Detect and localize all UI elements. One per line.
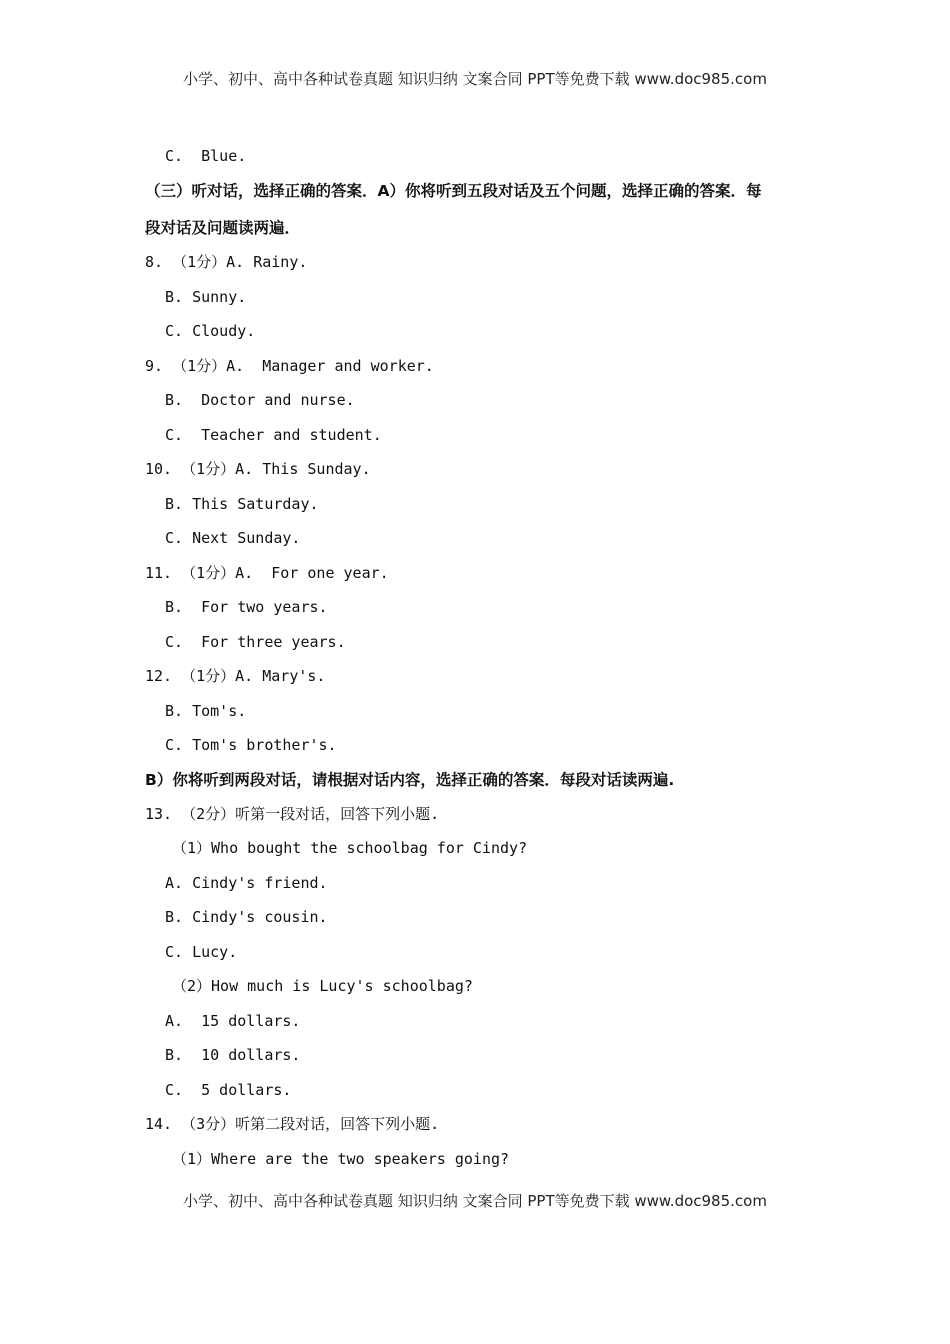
option-line: C. For three years. bbox=[165, 633, 346, 651]
option-line: B. Sunny. bbox=[165, 288, 247, 306]
page-header: 小学、初中、高中各种试卷真题 知识归纳 文案合同 PPT等免费下载 www.doc985.com bbox=[183, 70, 767, 88]
sub-question: （2）How much is Lucy's schoolbag? bbox=[172, 977, 473, 995]
option-line: B. Cindy's cousin. bbox=[165, 908, 328, 926]
section-heading: B）你将听到两段对话，请根据对话内容，选择正确的答案．每段对话读两遍. bbox=[145, 771, 675, 789]
option-line: C. Tom's brother's. bbox=[165, 736, 337, 754]
section-heading-cont: 段对话及问题读两遍． bbox=[145, 219, 301, 237]
sub-question: （1）Who bought the schoolbag for Cindy? bbox=[172, 839, 528, 857]
option-line: B. 10 dollars. bbox=[165, 1046, 301, 1064]
question-line: 14. （3分）听第二段对话，回答下列小题. bbox=[145, 1115, 440, 1133]
question-line: 10. （1分）A. This Sunday. bbox=[145, 460, 371, 478]
question-line: 11. （1分）A. For one year. bbox=[145, 564, 389, 582]
section-heading: （三）听对话，选择正确的答案．A）你将听到五段对话及五个问题，选择正确的答案．每 bbox=[145, 182, 762, 200]
question-line: 12. （1分）A. Mary's. bbox=[145, 667, 326, 685]
question-line: 9. （1分）A. Manager and worker. bbox=[145, 357, 434, 375]
option-line: C. Blue. bbox=[165, 147, 247, 165]
option-line: B. Doctor and nurse. bbox=[165, 391, 355, 409]
option-line: C. Lucy. bbox=[165, 943, 238, 961]
option-line: B. Tom's. bbox=[165, 702, 247, 720]
option-line: C. Next Sunday. bbox=[165, 529, 301, 547]
option-line: C. Teacher and student. bbox=[165, 426, 382, 444]
question-line: 8. （1分）A. Rainy. bbox=[145, 253, 308, 271]
sub-question: （1）Where are the two speakers going? bbox=[172, 1150, 510, 1168]
option-line: B. This Saturday. bbox=[165, 495, 319, 513]
option-line: A. Cindy's friend. bbox=[165, 874, 328, 892]
question-line: 13. （2分）听第一段对话，回答下列小题. bbox=[145, 805, 440, 823]
page-footer: 小学、初中、高中各种试卷真题 知识归纳 文案合同 PPT等免费下载 www.doc985.com bbox=[183, 1192, 767, 1210]
option-line: A. 15 dollars. bbox=[165, 1012, 301, 1030]
option-line: B. For two years. bbox=[165, 598, 328, 616]
option-line: C. 5 dollars. bbox=[165, 1081, 292, 1099]
option-line: C. Cloudy. bbox=[165, 322, 256, 340]
